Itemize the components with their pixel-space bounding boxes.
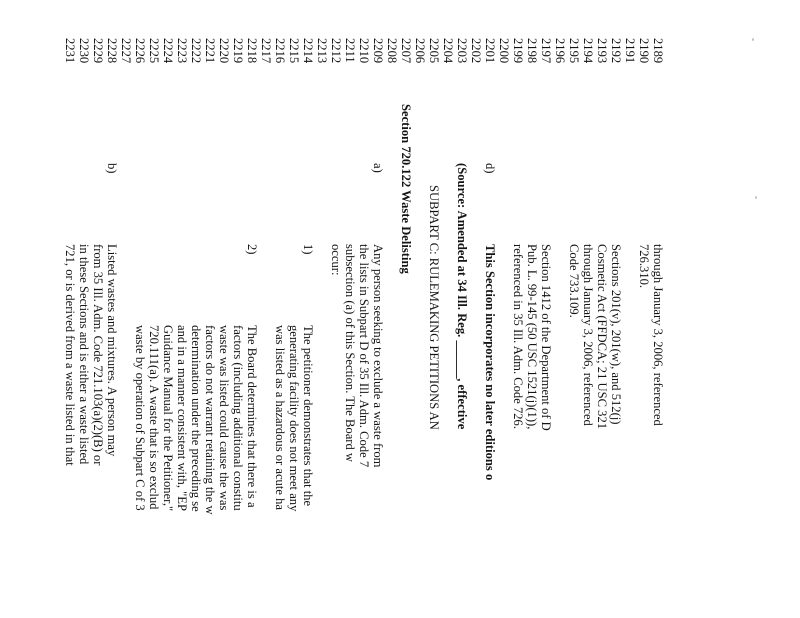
line-number: 2210 [357, 38, 371, 64]
line-number: 2211 [343, 38, 357, 63]
text-line-2226: waste by operation of Subpart C of 3 [133, 325, 147, 511]
line-number: 2198 [525, 38, 539, 64]
line-number: 2231 [63, 38, 77, 64]
line-number: 2223 [175, 38, 189, 64]
text-line-2198: Pub. L. 99-145 (50 USC 1521(j)(1)), [525, 244, 539, 430]
text-line-2224: Guidance Manual for the Petitioner," [161, 325, 175, 512]
line-number: 2197 [539, 38, 553, 64]
text-line-2212: occur: [329, 244, 343, 276]
line-number: 2190 [637, 38, 651, 64]
line-number: 2225 [147, 38, 161, 64]
subsection-marker-1: 1) [301, 244, 315, 255]
text-line-2195: Code 733.109. [567, 244, 581, 318]
line-number: 2205 [427, 38, 441, 64]
line-number: 2218 [245, 38, 259, 64]
text-line-2210: the lists in Subpart D of 35 Ill. Adm. Code 7 [357, 244, 371, 468]
line-number: 2209 [371, 38, 385, 64]
text-line-2192: Sections 201(v), 201(w), and 512(j) [609, 244, 623, 425]
line-number: 2195 [567, 38, 581, 64]
source-note: (Source: Amended at 34 Ill. Reg. ______, effective [455, 163, 469, 430]
line-number: 2199 [511, 38, 525, 64]
line-number: 2227 [119, 38, 133, 64]
line-number: 2212 [329, 38, 343, 64]
line-number: 2219 [231, 38, 245, 64]
line-number: 2214 [301, 38, 315, 64]
text-line-2231: 721, or is derived from a waste listed in that [63, 244, 77, 466]
line-number: 2215 [287, 38, 301, 64]
text-line-2214: The petitioner demonstrates that the [301, 325, 315, 507]
text-line-2218: The Board determines that there is a [245, 325, 259, 508]
text-line-2190: 726.310. [637, 244, 651, 289]
line-number: 2196 [553, 38, 567, 64]
line-number: 2226 [133, 38, 147, 64]
line-number: 2222 [189, 38, 203, 64]
text-line-2220: waste was listed could cause the was [217, 325, 231, 511]
text-line-2228: Listed wastes and mixtures. A person may [105, 244, 119, 457]
line-number: 2206 [413, 38, 427, 64]
line-number: 2189 [651, 38, 665, 64]
line-number: 2230 [77, 38, 91, 64]
text-line-2215: generating facility does not meet any [287, 325, 301, 512]
line-number: 2191 [623, 38, 637, 64]
text-line-2229: from 35 Ill. Adm. Code 721.103(a)(2)(B) or [91, 244, 105, 466]
text-line-2193: Cosmetic Act (FFDCA; 21 USC 321 [595, 244, 609, 430]
text-line-2230: in these Sections and is either a waste listed [77, 244, 91, 465]
text-line-2211: subsection (a) of this Section. The Board w [343, 244, 357, 463]
text-line-2189: through January 3, 2006, referenced [651, 244, 665, 426]
text-line-2194: through January 3, 2006, referenced [581, 244, 595, 426]
line-number: 2224 [161, 38, 175, 64]
line-number: 2201 [483, 38, 497, 64]
text-line-2201: This Section incorporates no later editions o [483, 244, 497, 481]
line-number: 2207 [399, 38, 413, 64]
subsection-marker-d: d) [483, 163, 497, 174]
subsection-marker-2: 2) [245, 244, 259, 255]
line-number: 2228 [105, 38, 119, 64]
line-number: 2192 [609, 38, 623, 64]
subsection-marker-a: a) [371, 163, 385, 173]
line-number: 2220 [217, 38, 231, 64]
text-line-2219: factors (including additional constitu [231, 325, 245, 511]
subsection-marker-b: b) [105, 163, 119, 174]
line-number: 2202 [469, 38, 483, 64]
line-number: 2194 [581, 38, 595, 64]
line-number: 2200 [497, 38, 511, 64]
section-heading: Section 720.122 Waste Delisting [399, 104, 413, 274]
text-line-2223: and in a manner consistent with, "EP [175, 325, 189, 511]
line-number: 2216 [273, 38, 287, 64]
text-line-2216: was listed as a hazardous or acute ha [273, 325, 287, 510]
subpart-heading: SUBPART C: RULEMAKING PETITIONS AN [427, 185, 441, 430]
line-number: 2221 [203, 38, 217, 64]
scan-speck [752, 38, 754, 41]
line-number: 2217 [259, 38, 273, 64]
text-line-2209: Any person seeking to exclude a waste from [371, 244, 385, 468]
line-number: 2193 [595, 38, 609, 64]
scan-speck [755, 196, 757, 199]
text-line-2199: referenced in 35 Ill. Adm. Code 726. [511, 244, 525, 430]
line-number: 2204 [441, 38, 455, 64]
text-line-2225: 720.111(a). A waste that is so exclud [147, 325, 161, 510]
line-number: 2208 [385, 38, 399, 64]
line-number: 2229 [91, 38, 105, 64]
text-line-2221: factors do not warrant retaining the w [203, 325, 217, 515]
line-number: 2203 [455, 38, 469, 64]
line-number: 2213 [315, 38, 329, 64]
text-line-2222: determination under the preceding se [189, 325, 203, 512]
text-line-2197: Section 1412 of the Department of D [539, 244, 553, 431]
